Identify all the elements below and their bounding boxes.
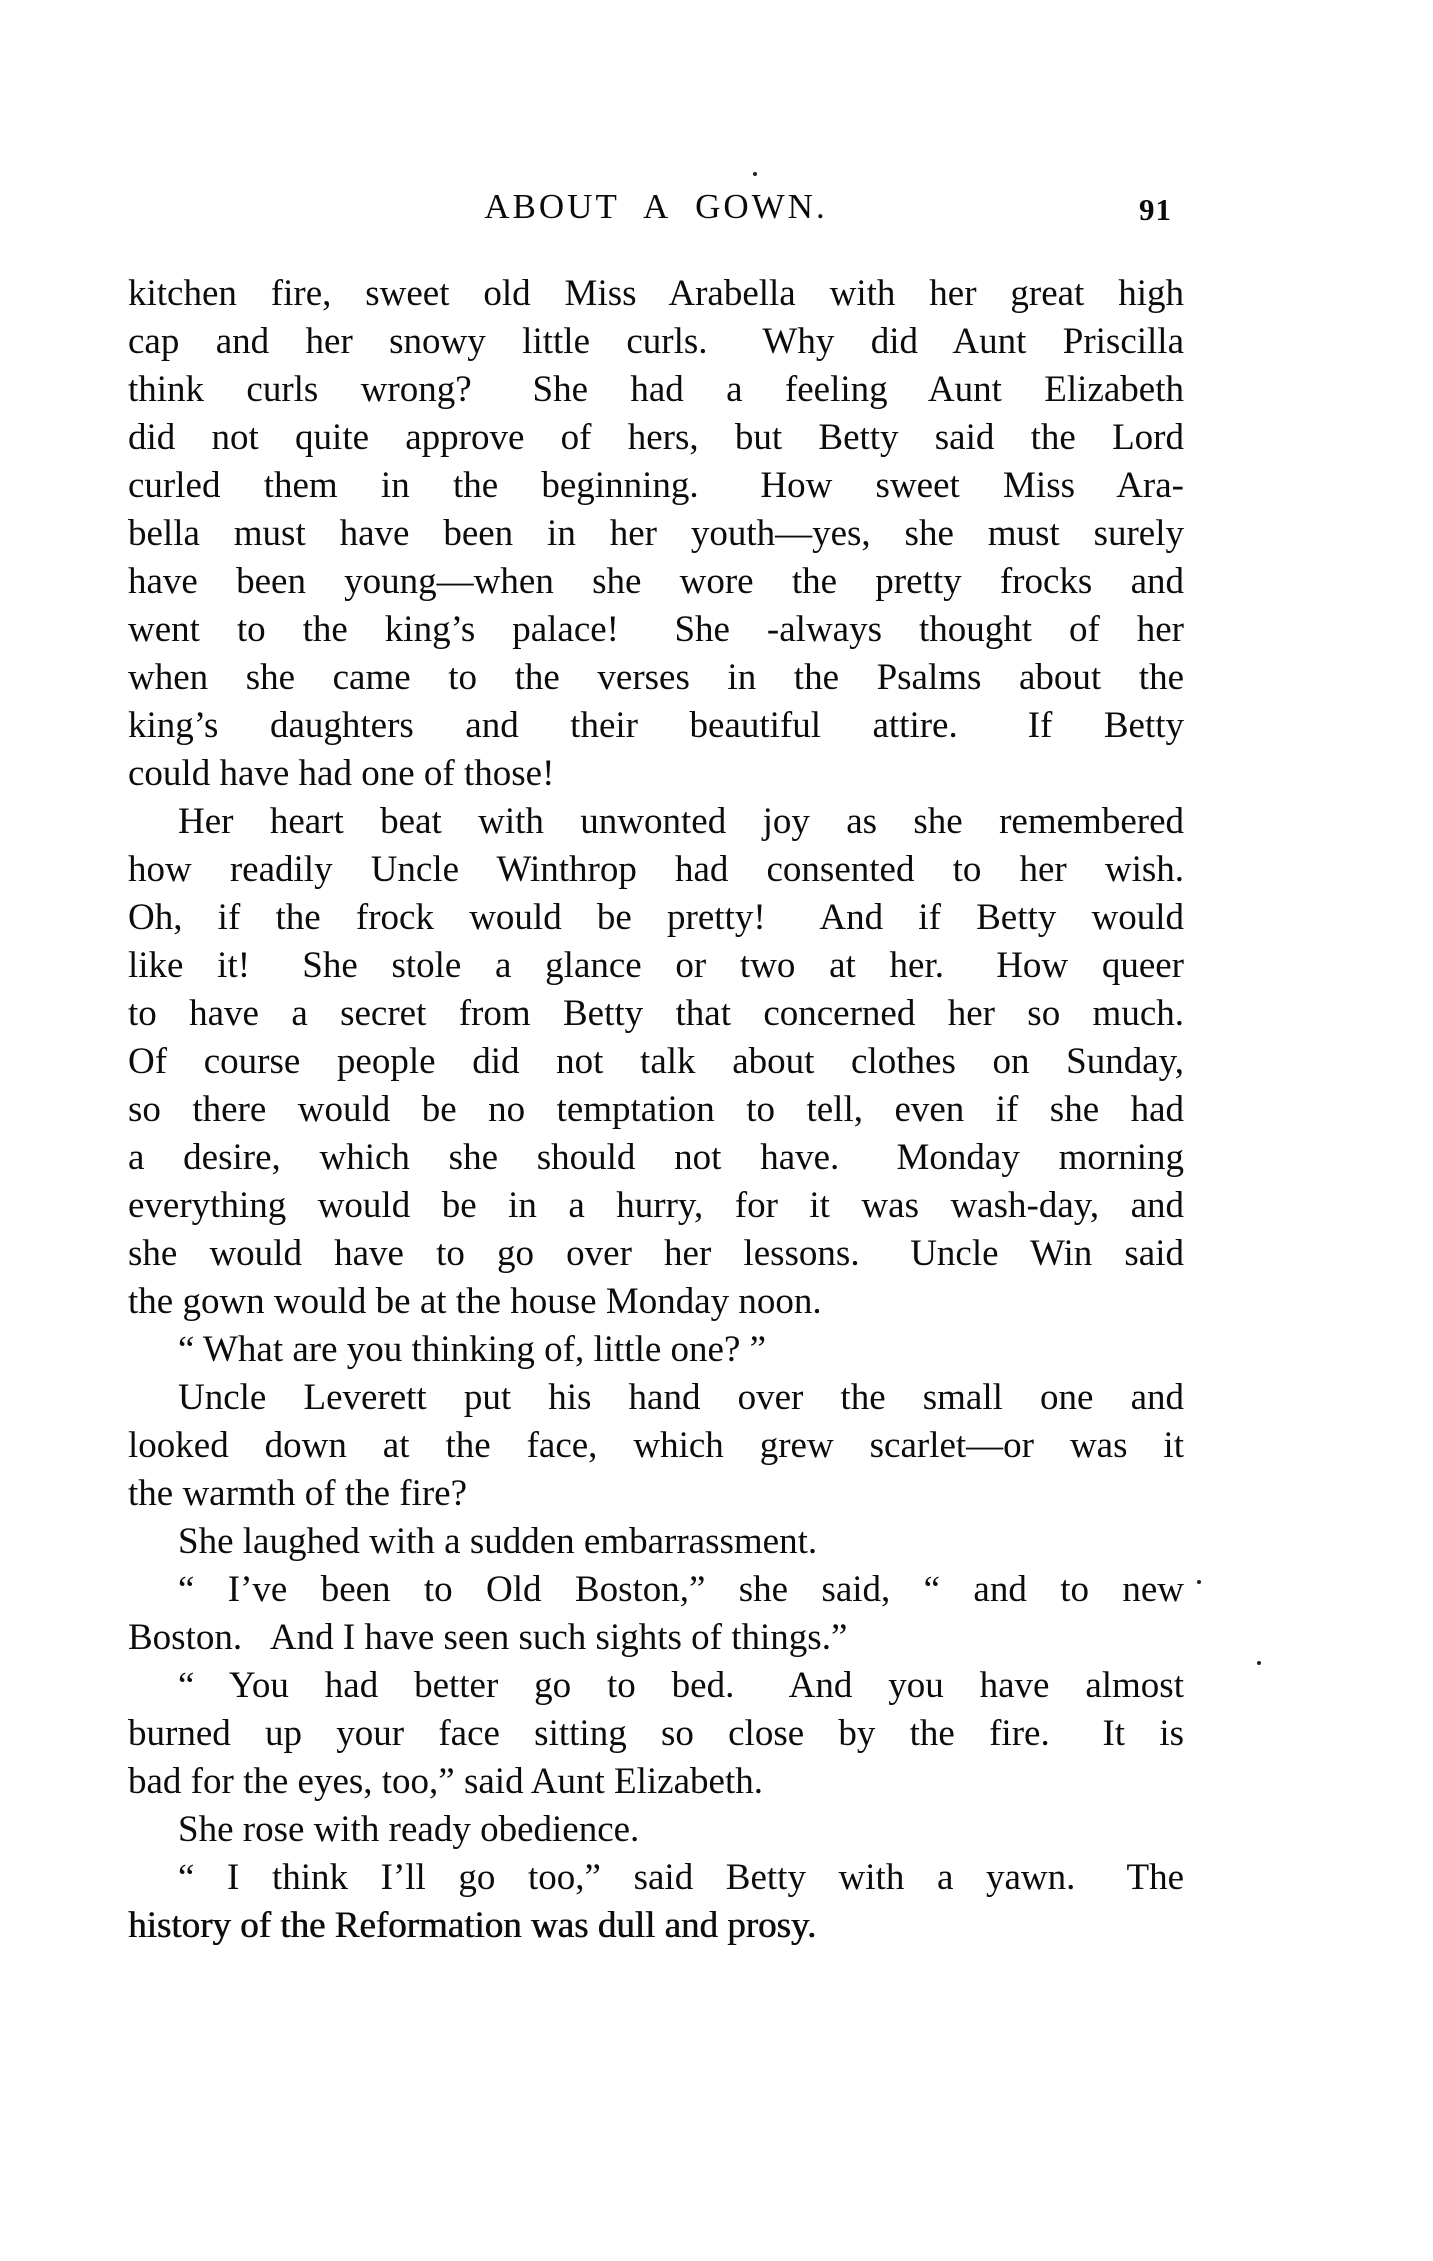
paragraph <box>128 1566 1184 1662</box>
scan-speck <box>1257 1661 1261 1665</box>
scan-speck <box>753 172 757 176</box>
text-block <box>128 188 1184 1950</box>
text-line: everything would be in a hurry, for it was wash-day, and <box>128 1185 1184 1226</box>
text-line: have been young—when she wore the pretty frocks and <box>128 561 1184 602</box>
text-line: so there would be no temptation to tell, even if she had <box>128 1089 1184 1130</box>
text-line: kitchen fire, sweet old Miss Arabella with her great high <box>128 273 1184 314</box>
text-line: how readily Uncle Winthrop had consented to her wish. <box>128 849 1184 890</box>
text-line: curled them in the beginning. How sweet Miss Ara- <box>128 465 1184 506</box>
text-line: bad for the eyes, too,” said Aunt Elizabeth. <box>128 1761 763 1802</box>
running-header <box>128 188 1184 226</box>
text-line: Oh, if the frock would be pretty! And if Betty would <box>128 897 1184 938</box>
text-line: a desire, which she should not have. Monday morning <box>128 1137 1184 1178</box>
page-number: 91 <box>1139 192 1172 227</box>
text-line: she would have to go over her lessons. Uncle Win said <box>128 1233 1184 1274</box>
paragraph <box>128 1326 1184 1374</box>
text-line: “ You had better go to bed. And you have almost <box>178 1665 1184 1706</box>
page-title: ABOUT A GOWN. <box>484 187 828 226</box>
text-line: Uncle Leverett put his hand over the small one and <box>178 1377 1184 1418</box>
scan-speck <box>1197 1580 1201 1584</box>
text-line: She rose with ready obedience. <box>178 1809 640 1850</box>
text-line: when she came to the verses in the Psalms about the <box>128 657 1184 698</box>
text-line: to have a secret from Betty that concerned her so much. <box>128 993 1184 1034</box>
paragraph <box>128 798 1184 1326</box>
paragraph <box>128 1854 1184 1950</box>
text-line: cap and her snowy little curls. Why did Aunt Priscilla <box>128 321 1184 362</box>
paragraph <box>128 270 1184 798</box>
text-line: the gown would be at the house Monday noon. <box>128 1281 822 1322</box>
paragraph <box>128 1662 1184 1806</box>
text-line: looked down at the face, which grew scarlet—or was it <box>128 1425 1184 1466</box>
text-line: the warmth of the fire? <box>128 1473 468 1514</box>
text-line: could have had one of those! <box>128 753 555 794</box>
text-line: did not quite approve of hers, but Betty said the Lord <box>128 417 1184 458</box>
text-line: Her heart beat with unwonted joy as she remembered <box>178 801 1184 842</box>
paragraph <box>128 1806 1184 1854</box>
paragraph <box>128 1374 1184 1518</box>
text-line: like it! She stole a glance or two at her. How queer <box>128 945 1184 986</box>
body-text <box>128 270 1184 1950</box>
text-line: Of course people did not talk about clothes on Sunday, <box>128 1041 1184 1082</box>
paragraph <box>128 1518 1184 1566</box>
text-line: history of the Reformation was dull and prosy. <box>128 1905 817 1946</box>
text-line: “ I’ve been to Old Boston,” she said, “ and to new <box>178 1569 1184 1610</box>
text-line: think curls wrong? She had a feeling Aunt Elizabeth <box>128 369 1184 410</box>
text-line: burned up your face sitting so close by the fire. It is <box>128 1713 1184 1754</box>
text-line: She laughed with a sudden embarrassment. <box>178 1521 818 1562</box>
text-line: king’s daughters and their beautiful attire. If Betty <box>128 705 1184 746</box>
text-line: bella must have been in her youth—yes, she must surely <box>128 513 1184 554</box>
text-line: Boston. And I have seen such sights of things.” <box>128 1617 848 1658</box>
text-line: went to the king’s palace! She -always thought of her <box>128 609 1184 650</box>
text-line: “ What are you thinking of, little one? ” <box>178 1329 767 1370</box>
text-line: “ I think I’ll go too,” said Betty with a yawn. The <box>178 1857 1184 1898</box>
